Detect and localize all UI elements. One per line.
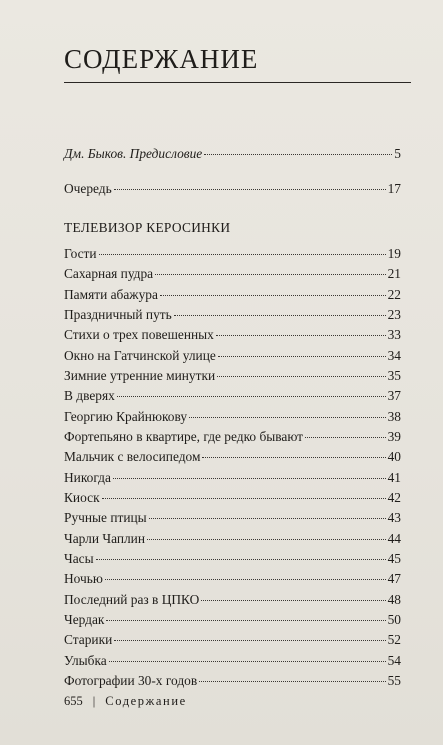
toc-entry-label: Сахарная пудра <box>64 266 154 282</box>
toc-entry-label: Киоск <box>64 490 100 505</box>
toc-entry-label: Ручные птицы <box>64 510 147 526</box>
toc-entry-label: Дм. Быков. Предисловие <box>64 146 203 161</box>
toc-entry-preface[interactable] <box>64 146 401 166</box>
toc-entry[interactable] <box>64 266 401 286</box>
toc-entry-page: 17 <box>387 181 401 196</box>
dot-leader <box>117 396 386 397</box>
toc-entry-page: 5 <box>394 146 401 161</box>
toc-entry-label: Чердак <box>64 611 105 627</box>
toc-entry[interactable] <box>64 551 401 571</box>
dot-leader <box>109 661 386 662</box>
toc-entry-page: 45 <box>387 551 401 566</box>
dot-leader <box>105 579 386 580</box>
toc-entry[interactable] <box>64 612 401 632</box>
dot-leader <box>218 356 386 357</box>
toc-entry-label: Фортепьяно в квартире, где редко бывают <box>64 429 304 444</box>
toc-entry[interactable] <box>64 592 401 612</box>
dot-leader <box>99 254 386 255</box>
dot-leader <box>160 295 386 296</box>
toc-entry-page: 38 <box>387 408 401 424</box>
toc-entry-page: 39 <box>387 429 401 444</box>
toc-entry[interactable] <box>64 327 401 347</box>
dot-leader <box>305 437 386 438</box>
toc-entry-label: Окно на Гатчинской улице <box>64 347 216 363</box>
dot-leader <box>114 640 385 641</box>
dot-leader <box>202 457 385 458</box>
toc-entry[interactable] <box>64 368 401 388</box>
toc-entry[interactable] <box>64 510 401 530</box>
dot-leader <box>204 154 392 155</box>
toc-entry[interactable] <box>64 287 401 307</box>
toc-entry-page: 33 <box>387 327 401 343</box>
dot-leader <box>216 335 386 336</box>
toc-entry-label: Зимние утренние минутки <box>64 368 216 383</box>
footer-separator: | <box>92 694 96 708</box>
toc-entry-label: Старики <box>64 632 113 648</box>
dot-leader <box>147 539 386 540</box>
toc-entry-label: Праздничный путь <box>64 307 172 322</box>
toc-entry[interactable] <box>64 673 401 693</box>
toc-entry-label: Последний раз в ЦПКО <box>64 591 200 607</box>
toc-entry-page: 54 <box>387 652 401 668</box>
toc-entry-label: Георгию Крайнюкову <box>64 408 188 424</box>
toc-entry-label: Улыбка <box>64 652 107 668</box>
toc-entry[interactable] <box>64 307 401 327</box>
toc-entry-page: 40 <box>387 449 401 465</box>
dot-leader <box>199 681 385 682</box>
page-title: СОДЕРЖАНИЕ <box>64 44 259 74</box>
toc-entry[interactable] <box>64 490 401 510</box>
dot-leader <box>114 189 386 190</box>
dot-leader <box>201 600 385 601</box>
toc-entry[interactable] <box>64 348 401 368</box>
dot-leader <box>189 417 386 418</box>
dot-leader <box>217 376 385 377</box>
toc-entry-page: 34 <box>387 347 401 363</box>
dot-leader <box>102 498 386 499</box>
toc-entry-label: Стихи о трех повешенных <box>64 327 214 343</box>
toc-entry[interactable] <box>64 409 401 429</box>
toc-entry[interactable] <box>64 470 401 490</box>
toc-entry[interactable] <box>64 449 401 469</box>
toc-entry-page: 55 <box>387 672 401 688</box>
toc-entry-page: 47 <box>387 571 401 587</box>
page-number: 655 <box>64 694 83 708</box>
dot-leader <box>155 274 385 275</box>
toc-entry[interactable] <box>64 246 401 266</box>
toc-entry[interactable] <box>64 632 401 652</box>
section-title: ТЕЛЕВИЗОР КЕРОСИНКИ <box>64 220 231 235</box>
toc-entry-label: Памяти абажура <box>64 286 158 302</box>
toc-entry[interactable] <box>64 531 401 551</box>
toc-entry[interactable] <box>64 653 401 673</box>
page-footer <box>64 694 187 709</box>
toc-entry-page: 48 <box>387 591 401 607</box>
title-rule <box>64 82 411 83</box>
toc-entry-label: Часы <box>64 551 94 566</box>
toc-entry-label: Мальчик с велосипедом <box>64 449 201 465</box>
toc-entry[interactable] <box>64 571 401 591</box>
dot-leader <box>106 620 385 621</box>
toc-entry-page: 42 <box>387 490 401 505</box>
toc-entry-page: 52 <box>387 632 401 648</box>
toc-entry-label: Чарли Чаплин <box>64 530 146 546</box>
dot-leader <box>96 559 386 560</box>
toc-entry-page: 41 <box>387 469 401 485</box>
toc-entry-label: Фотографии 30-х годов <box>64 672 198 688</box>
dot-leader <box>174 315 386 316</box>
toc-entry-page: 50 <box>387 611 401 627</box>
toc-entry-label: В дверях <box>64 388 115 404</box>
toc-entry-page: 23 <box>387 307 401 322</box>
toc-entry-page: 44 <box>387 530 401 546</box>
toc-entry-ochered[interactable] <box>64 181 401 201</box>
toc-entry-label: Гости <box>64 246 97 261</box>
toc-entry-page: 35 <box>387 368 401 383</box>
toc-entry-page: 22 <box>387 286 401 302</box>
toc-entry[interactable] <box>64 388 401 408</box>
dot-leader <box>149 518 386 519</box>
toc-entry-label: Ночью <box>64 571 103 587</box>
toc-entry-page: 43 <box>387 510 401 526</box>
running-title: Содержание <box>105 694 187 708</box>
dot-leader <box>113 478 386 479</box>
toc-entry-page: 19 <box>387 246 401 261</box>
toc-entry[interactable] <box>64 429 401 449</box>
toc-entry-label: Очередь <box>64 181 112 196</box>
toc-entry-page: 21 <box>387 266 401 282</box>
toc-entry-page: 37 <box>387 388 401 404</box>
toc-entry-label: Никогда <box>64 469 111 485</box>
